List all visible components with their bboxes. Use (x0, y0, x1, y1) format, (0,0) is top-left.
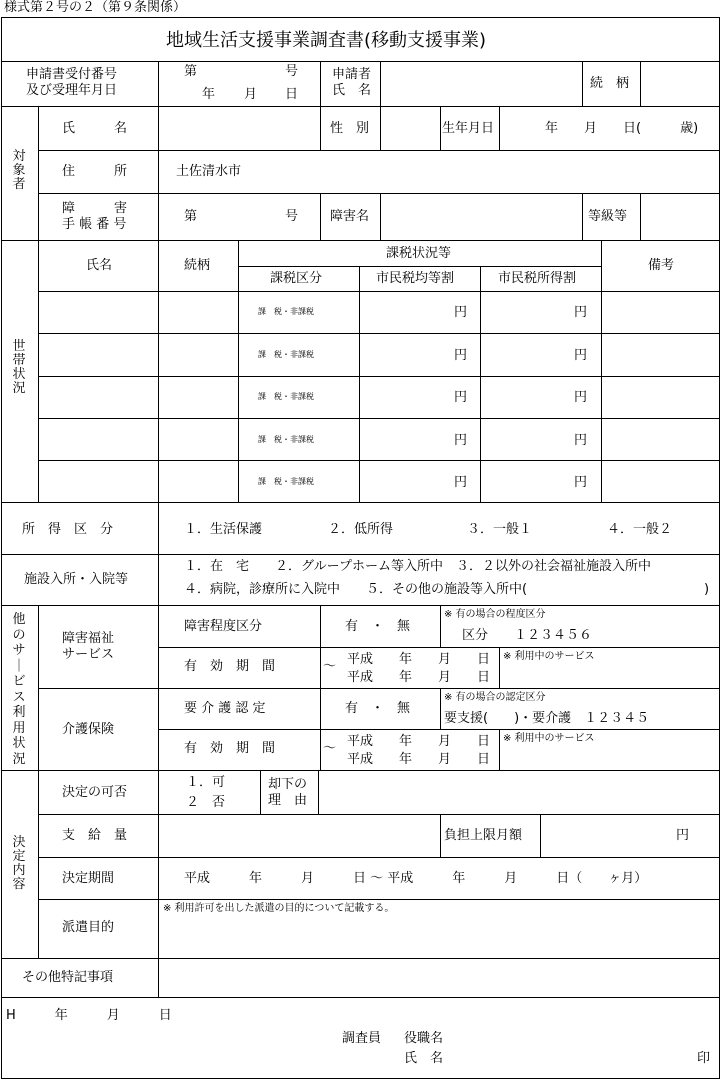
care-period-tilde: ～ (323, 741, 337, 756)
care-cert-label: 要 介 護 認 定 (184, 701, 266, 716)
facility-label: 施設入所・入院等 (24, 572, 129, 587)
address-label: 住 所 (62, 164, 128, 179)
decision-period-label: 決定期間 (62, 871, 115, 886)
welfare-label-2: サービス (62, 647, 115, 662)
approval-option-1: １．可 (186, 775, 226, 790)
decision-section-label: 決 定 内 容 (12, 835, 26, 892)
footer-investigator: 調査員 (342, 1031, 382, 1046)
approval-option-2: ２ 否 (186, 795, 226, 810)
footer-seal: 印 (697, 1051, 711, 1066)
receipt-month: 月 (244, 87, 258, 102)
welfare-period-start: 平成 年 月 日 (347, 652, 491, 667)
footer-position: 役職名 (404, 1031, 444, 1046)
income-yen-5: 円 (574, 475, 588, 490)
facility-line-1: １．在 宅 ２．グループホーム等入所中 ３．２以外の社会福祉施設入所中 (184, 559, 651, 574)
col-tax-class: 課税区分 (270, 271, 323, 286)
other-services-section-label: 他 の サ ｜ ビ ス 利 用 状 況 (12, 612, 26, 767)
reject-label-1: 却下の (268, 777, 308, 792)
title-divider (1, 61, 720, 62)
footer-name-label: 氏 名 (404, 1051, 444, 1066)
dob-value: 年 月 日( 歳) (545, 121, 699, 136)
receipt-label-1: 申請書受付番号 (26, 67, 118, 82)
receipt-go: 号 (285, 64, 299, 79)
income-option-3: ３．一般１ (467, 522, 533, 537)
limit-yen: 円 (676, 828, 690, 843)
approval-label: 決定の可否 (62, 785, 128, 800)
name-label: 氏 名 (62, 121, 128, 136)
col-tax-status: 課税状況等 (386, 246, 452, 261)
handbook-label-1: 障 害 (62, 201, 128, 216)
income-option-4: ４．一般２ (607, 522, 673, 537)
receipt-year: 年 (202, 87, 216, 102)
handbook-label-2: 手 帳 番 号 (62, 217, 127, 232)
welfare-period-label: 有 効 期 間 (184, 659, 276, 674)
address-value: 土佐清水市 (176, 164, 242, 179)
care-period-label: 有 効 期 間 (184, 741, 276, 756)
care-in-use-note: ※ 利用中のサービス (503, 733, 595, 744)
degree-value: 区分 １２３４５６ (462, 628, 593, 643)
tax-row-1: 課 税・非課税 (258, 307, 314, 316)
income-option-2: ２．低所得 (328, 522, 394, 537)
purpose-note: ※ 利用許可を出した派遣の目的について記載する。 (163, 903, 395, 914)
subject-section-label: 対 象 者 (12, 149, 26, 192)
receipt-dai: 第 (184, 64, 198, 79)
form-title: 地域生活支援事業調査書(移動支援事業) (166, 30, 487, 51)
other-notes-label: その他特記事項 (22, 970, 114, 985)
tax-row-3: 課 税・非課税 (258, 392, 314, 401)
col-remarks: 備考 (648, 258, 675, 273)
limit-label: 負担上限月額 (444, 828, 523, 843)
sex-label: 性 別 (330, 121, 370, 136)
purpose-label: 派遣目的 (62, 920, 115, 935)
receipt-label-2: 及び受理年月日 (26, 83, 118, 98)
income-yen-4: 円 (574, 433, 588, 448)
disability-label: 障害名 (330, 209, 370, 224)
form-id: 様式第２号の２（第９条関係） (4, 0, 187, 15)
decision-period-value: 平成 年 月 日 ～ 平成 年 月 日（ ヶ月） (184, 871, 648, 886)
income-yen-1: 円 (574, 305, 588, 320)
care-period-start: 平成 年 月 日 (347, 734, 491, 749)
applicant-label-1: 申請者 (332, 67, 372, 82)
household-section-label: 世 帯 状 況 (12, 339, 26, 396)
equal-yen-3: 円 (454, 390, 468, 405)
footer-date: H 年 月 日 (6, 1008, 172, 1023)
tax-row-2: 課 税・非課税 (258, 350, 314, 359)
income-label: 所 得 区 分 (22, 522, 114, 537)
equal-yen-4: 円 (454, 433, 468, 448)
facility-line-2: ４．病院，診療所に入院中 ５．その他の施設等入所中( (184, 582, 528, 597)
income-yen-2: 円 (574, 348, 588, 363)
equal-yen-2: 円 (454, 348, 468, 363)
dob-label: 生年月日 (442, 121, 495, 136)
col-income-tax: 市民税所得割 (498, 271, 577, 286)
equal-yen-1: 円 (454, 305, 468, 320)
col-equal-tax: 市民税均等割 (376, 271, 455, 286)
tax-row-5: 課 税・非課税 (258, 477, 314, 486)
applicant-label-2: 氏 名 (332, 83, 372, 98)
welfare-period-tilde: ～ (323, 659, 337, 674)
welfare-in-use-note: ※ 利用中のサービス (503, 651, 595, 662)
care-label: 介護保険 (62, 722, 115, 737)
care-value: 要支援( )・要介護 １２３４５ (444, 711, 650, 726)
equal-yen-5: 円 (454, 475, 468, 490)
col-relation: 続柄 (184, 258, 211, 273)
receipt-day: 日 (285, 87, 299, 102)
grade-label: 等級等 (588, 209, 628, 224)
degree-label: 障害程度区分 (184, 619, 263, 634)
handbook-dai: 第 (184, 209, 198, 224)
degree-note: ※ 有の場合の程度区分 (444, 609, 546, 620)
col-name: 氏名 (86, 258, 113, 273)
care-note: ※ 有の場合の認定区分 (444, 692, 546, 703)
degree-yes-no: 有 ・ 無 (345, 619, 411, 634)
income-option-1: １．生活保護 (184, 522, 263, 537)
care-period-end: 平成 年 月 日 (347, 752, 491, 767)
care-yes-no: 有 ・ 無 (345, 701, 411, 716)
tax-row-4: 課 税・非課税 (258, 435, 314, 444)
facility-close-paren: ) (704, 582, 710, 597)
amount-label: 支 給 量 (62, 828, 128, 843)
welfare-period-end: 平成 年 月 日 (347, 670, 491, 685)
income-yen-3: 円 (574, 390, 588, 405)
relation-label: 続 柄 (590, 76, 630, 91)
welfare-label-1: 障害福祉 (62, 631, 115, 646)
reject-label-2: 理 由 (268, 793, 308, 808)
handbook-go: 号 (285, 209, 299, 224)
